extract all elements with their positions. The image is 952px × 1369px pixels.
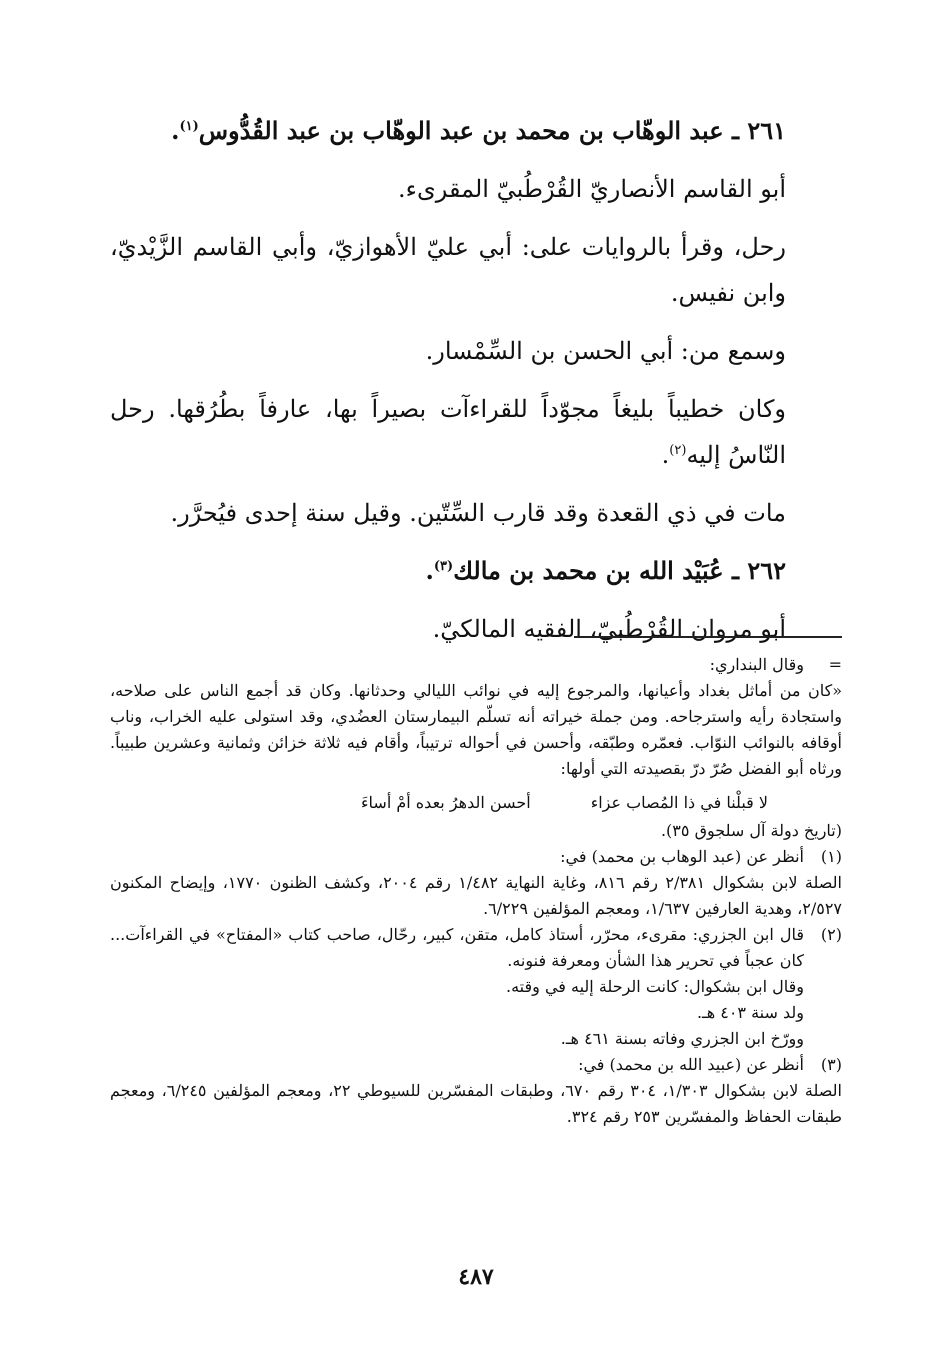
verse-second-hemistich: أحسن الدهرُ بعده أمْ أساءَ — [361, 793, 531, 812]
verse-first-hemistich: لا قبلْنا في ذا المُصاب عزاء — [590, 793, 768, 812]
poem-verse — [110, 790, 842, 816]
quote-source: (تاريخ دولة آل سلجوق ٣٥). — [660, 821, 842, 840]
entry-261-death: مات في ذي القعدة وقد قارب السِّتّين. وقيل سنة إحدى فيُحرَّر. — [170, 499, 786, 527]
footnote-3 — [110, 1052, 842, 1078]
footnote-divider — [574, 636, 842, 638]
footnote-1-sources: الصلة لابن بشكوال ٢/٣٨١ رقم ٨١٦، وغاية النهاية ١/٤٨٢ رقم ٢٠٠٤، وكشف الظنون ١٧٧٠، وإيضاح المكنون ٢/٥٢٧، وهدية العارفين ١/٦٣٧، ومعجم المؤلفين ٦/٢٢٩. — [110, 873, 842, 918]
footnote-2-line: ولد سنة ٤٠٣ هـ. — [696, 1003, 804, 1022]
entry-261-kunya: أبو القاسم الأنصاريّ القُرْطُبيّ المقرىء. — [398, 175, 786, 203]
entry-262-heading: ٢٦٢ ـ عُبَيْد الله بن محمد بن مالك$^{(٣)}$. — [425, 556, 786, 585]
footnote-3-sources: الصلة لابن بشكوال ١/٣٠٣، ٣٠٤ رقم ٦٧٠، وطبقات المفسّرين للسيوطي ٢٢، ومعجم المؤلفين ٦/٢٤٥، ومعجم طبقات الحفاظ والمفسّرين ٢٥٣ رقم ٣٢٤. — [110, 1081, 843, 1126]
footnote-2-line: قال ابن الجزري: مقرىء، محرّر، أستاذ كامل، متقن، كبير، رحّال، صاحب كتاب «المفتاح» في القراءآت... كان عجباً في تحرير هذا الشأن ومعرفة فنونه. — [110, 925, 804, 970]
continuation-marker: = — [828, 655, 842, 674]
footnote-2-line: وورّخ ابن الجزري وفاته بسنة ٤٦١ هـ. — [560, 1029, 804, 1048]
page-number: ٤٨٧ — [458, 1264, 494, 1290]
footnote-ref-1: (١) — [179, 119, 199, 134]
footnote-ref-2: (٢) — [669, 443, 687, 458]
main-text — [110, 108, 842, 664]
footnotes — [110, 652, 842, 1130]
footnote-1-marker: (١) — [820, 847, 842, 866]
entry-261-heading: ٢٦١ ـ عبد الوهّاب بن محمد بن عبد الوهّاب بن عبد القُدُّوس$^{(١)}$. — [171, 116, 786, 145]
footnote-continuation — [110, 652, 842, 678]
footnote-3-marker: (٣) — [820, 1055, 842, 1074]
footnote-2-marker: (٢) — [820, 925, 842, 944]
entry-262-kunya: أبو مروان القُرْطُبيّ، الفقيه المالكيّ. — [432, 615, 786, 643]
footnote-1 — [110, 844, 842, 870]
footnote-1-line: أنظر عن (عبد الوهاب بن محمد) في: — [560, 847, 804, 866]
entry-261-description: وكان خطيباً بليغاً مجوّداً للقراءآت بصيراً بها، عارفاً بطُرُقها. رحل النّاسُ إليه$^{(٢)}$. — [110, 395, 786, 469]
continuation-intro: وقال البنداري: — [709, 655, 804, 674]
footnote-2 — [110, 922, 842, 1052]
footnote-3-line: أنظر عن (عبيد الله بن محمد) في: — [578, 1055, 804, 1074]
footnote-2-line: وقال ابن بشكوال: كانت الرحلة إليه في وقته. — [506, 977, 804, 996]
entry-261-heard: وسمع من: أبي الحسن بن السِّمْسار. — [425, 337, 786, 365]
bundari-quote: «كان من أماثل بغداد وأعيانها، والمرجوع إليه في نوائب الليالي وحدثانها. وكان قد أجمع الناس على صلاحه، واستجادة رأيه واسترجاحه. ومن جملة خيراته أنه تسلّم البيمارستان العضُدي، وقد استولى عليه الخراب، وناب أوقافه بالنوائب النوّاب. فعمّره وطبّقه، وأحسن في أحواله ترتيباً، وأقام فيه ثلاثة خزائن وثمانية وعشرين طبيباً. ورثاه أبو الفضل صُرّ درّ بقصيدته التي أولها: — [110, 681, 843, 778]
entry-261-travel: رحل، وقرأ بالروايات على: أبي عليّ الأهوازيّ، وأبي القاسم الزَّيْديّ، وابن نفيس. — [110, 233, 786, 307]
footnote-ref-3: (٣) — [433, 559, 454, 574]
